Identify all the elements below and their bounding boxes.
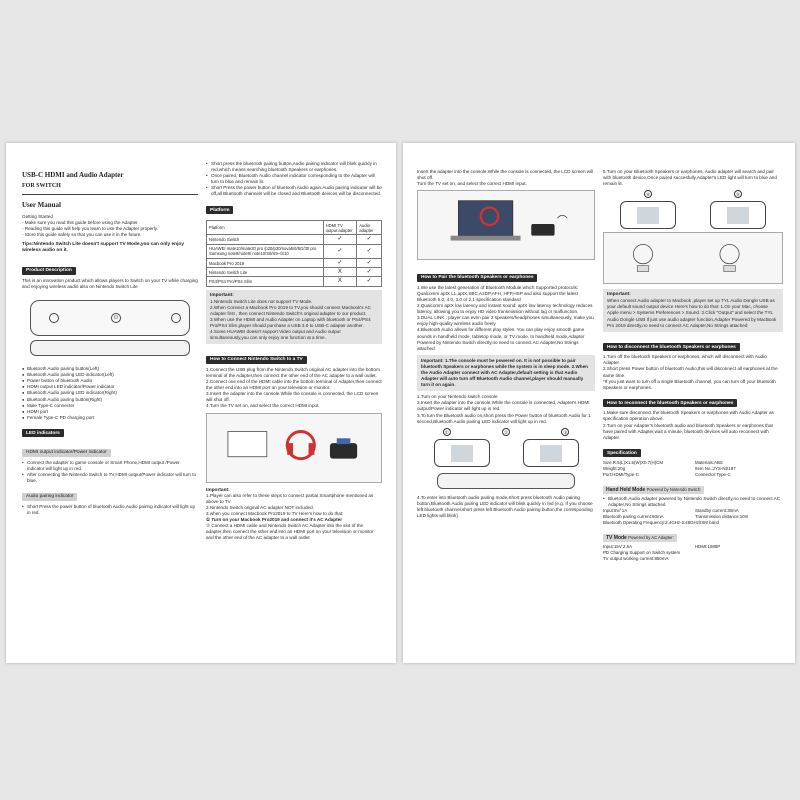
connect-step: 3.Insert the adapter into the console.While the console is connected, the LCD screen will shut off. xyxy=(206,391,379,403)
handheld-spec: Transmission distance:10m xyxy=(695,514,749,520)
tv-headphones-icon xyxy=(207,414,381,482)
component-legend xyxy=(22,366,198,421)
laptop-headphones-icon xyxy=(418,191,594,259)
tv-mode-subtitle: Powered by AC Adapter: xyxy=(628,535,674,541)
tips-text: Tips:Nintendo Switch Lite doesn't support TV Mode,you can only enjoy wireless audio on it. xyxy=(22,242,185,254)
pairing-info-item: • Once paired, Bluetooth Audio channel indicator corresponding to the Adapter will turn to blue and remain lit. xyxy=(206,173,382,185)
right-column-2 xyxy=(603,169,783,655)
spec-item: Connector:Type-C xyxy=(695,472,731,478)
legend-item: ● Bluetooth Audio pairing button(Right) xyxy=(22,397,198,403)
handheld-spec: Input:5V/ 1A xyxy=(603,508,628,514)
getting-started-line: - Store this guide safely so that you can use it in the future. xyxy=(22,232,142,238)
handheld-spec: Bluetooth Operating Frequency:2.4GHz-2.48GHz/ISM band xyxy=(603,520,719,526)
pair-step: 3.To turn the Bluetooth audio on,short press the Power button of bluetooth Audio for 1 second,Bluetooth Audio pairing LED indicator will light up in red. xyxy=(417,412,591,424)
pairing-info-item: • Short Press the power button of bluetooth Audio again,Audio pairing indicator will be off,all Bluetooth channels will be closed and Bluetooth devices will be disconnected. xyxy=(206,185,382,197)
spec-item: Port:HDMI/Type-C xyxy=(603,472,639,478)
switch-console-icon xyxy=(434,439,490,467)
product-description: This is an innovation product which allows players to Switch on your TV while charging and enjoying wireless audio also on Nintendo Switch Lite xyxy=(22,277,198,289)
step-number: ⑤ xyxy=(735,192,741,198)
adapter-small-illustration xyxy=(437,473,575,489)
step-number: ① xyxy=(444,429,449,435)
right-column-1 xyxy=(417,169,595,655)
divider xyxy=(22,194,198,195)
important3-text: When connect Audio adapter to Macbook ,player set up TYL Audio Dongle USB as your default sound output device Here's how to do that: 1.On your Mac, choose Apple menu > Systems Preferences > Sound. 2.Click "Output" and select the TYL Audio Dongle USB If just use audio adapter function,Adapter Powered by MacBook Pro 2019 directly,no need to connect AC Adapter,No Strings attached xyxy=(607,298,777,328)
hdmi-indicator-item: • After connecting the Nintendo Switch to TV,HDMI output/Power indicator will turn to blue. xyxy=(22,472,198,484)
console-illustration-row-2 xyxy=(603,201,783,229)
pair-important-text: Important: 1.The console must be powered on. It is not possible to pair bluetooth Speakers or earphones while the system is in sleep mode. 2.When the Audio Adapter connect with AC Adapter,default setting is that Audio Adapter will auto turn off Bluetooth Audio channel,player should manually turn it on again. xyxy=(421,357,588,388)
platform-cell: ✓ xyxy=(357,277,382,286)
legend-item: ● Power button of bluetooth Audio xyxy=(22,378,198,384)
platform-cell: ✓ xyxy=(357,259,382,268)
step-number: ④ xyxy=(645,192,651,198)
pair-step-5: 5.Turn on your Bluetooth Speakers or earphones, Audio adapter will search and pair with bluetooth device,Once paired succesfully,Adapter's LED light will turn to blue and remain lit. xyxy=(603,169,777,187)
step-number: ③ xyxy=(563,429,568,435)
platform-tag: Platform xyxy=(206,206,233,214)
step-number-row xyxy=(417,428,595,436)
tv-spec: HDMI:1080P xyxy=(695,544,721,550)
important2-item: ② Connect a HDMI cable and Nintendo Switch AC Adapter into the slot of the adapter,then connect the other end into an HDMI port on your television or monitor and the other end of the AC adapter to a wall outlet xyxy=(206,522,374,541)
pair-step: 1.Turn on your Nintendo switch console xyxy=(417,394,498,400)
tv-connection-illustration xyxy=(206,413,382,483)
legend-item: ● HDMI output LED indicator/Power indicator xyxy=(22,384,198,390)
getting-started-line: - Make sure you read this guide before using the Adapter. xyxy=(22,220,139,226)
platform-header: Platform xyxy=(207,221,324,235)
reconnect-item: 2.Turn on your Adapter's bluetooth audio and bluetooth Speakers or earphones that have paired with Adapter,wait a minute, bluetooth devices will auto reconnect with Adapter. xyxy=(603,422,773,440)
important2-item: 3.when you connect Macbook Pro2019 to TV Here's how to do that: xyxy=(206,510,344,516)
reconnect-item: 1.Make sure disconnect the bluetooth Speakers or earphones with Audio Adapter as specification operation above. xyxy=(603,410,774,422)
connect-tv-tag: How to Connect Nintendo Switch to a TV xyxy=(206,356,307,364)
legend-item: ● Bluetooth Audio pairing LED indicator(Left) xyxy=(22,372,198,378)
important-title: Important: xyxy=(210,292,234,298)
macbook-important-box xyxy=(603,289,783,331)
legend-item: ● Bluetooth Audio pairing button(Left) xyxy=(22,366,198,372)
platform-cell: ✓ xyxy=(323,244,357,258)
specification-tag: Specification xyxy=(603,449,641,457)
platform-cell: ✓ xyxy=(357,235,382,244)
legend-item: ● Female Type-C PD charging port xyxy=(22,415,198,421)
platform-cell: ✓ xyxy=(357,244,382,258)
right-manual-page xyxy=(403,143,795,663)
spec-item: Item No.:JYS-NS187 xyxy=(695,466,736,472)
important2-item: ① Turn on your Macbook Pro2019 and connect it's AC Adapter xyxy=(206,516,342,522)
important2-item: 1.Player can also refer to these steps to connect partial Smartphone mentioned as above to TV xyxy=(206,492,374,504)
manual-subtitle: FOR SWITCH xyxy=(22,183,61,189)
switch-console-icon xyxy=(620,201,676,229)
earbuds-illustration xyxy=(603,232,783,284)
switch-console-icon xyxy=(523,439,579,467)
handheld-mode-title: Hand Held Mode xyxy=(606,487,646,494)
step-4-text: Turn the TV set on, and select the correct HDMI input. xyxy=(417,181,527,187)
pair-important-box xyxy=(417,355,595,391)
led-indicators-tag: LED indicators xyxy=(22,429,64,437)
spec-item: Size:R.5(L)X1.5(W)X0.7(H)CM xyxy=(603,460,664,466)
product-description-tag: Product Description xyxy=(22,267,76,275)
console-illustration-row xyxy=(417,439,595,467)
step-number: ② xyxy=(503,429,508,435)
handheld-spec: Standby current:30mA xyxy=(695,508,739,514)
getting-started-line: - Reading this guide will help you learn to use the Adapter properly. xyxy=(22,226,159,232)
disconnect-item: 1.Turn off the bluetooth Speakers or earphones, which will disconnect with Audio Adapter. xyxy=(603,354,767,366)
pairing-button-right-icon xyxy=(171,313,181,323)
getting-started-line: Getting Started xyxy=(22,214,53,219)
reconnect-tag: How to reconnect the bluetooth Speakers or earphones xyxy=(603,399,737,407)
pair-item: 2.Qualcomm aptX low latency and instant sound: aptX low latency technology reduces latency, allowing you to enjoy HD video transmission without lag or malfunction. xyxy=(417,303,593,315)
platform-cell: PS4/PS4 Pro/PS4 Slim xyxy=(207,277,324,286)
important-item: 1.Nintendo Switch Lite does not support TV Mode. xyxy=(210,298,313,304)
important-note-box xyxy=(206,290,382,345)
legend-item: ● Bluetooth Audio pairing LED indicator(Right) xyxy=(22,390,198,396)
handheld-grid xyxy=(603,508,783,526)
tv-grid xyxy=(603,544,783,562)
platform-table xyxy=(206,220,382,287)
adapter-illustration xyxy=(30,300,190,336)
pair-item: 3.DUAL LINK : player can even pair 2 speakers/headphones simultaneously, make you enjoy high-quality wireless audio freely xyxy=(417,315,594,327)
handheld-item: • Bluetooth Audio Adapter powered by Nintendo Switch directly,no need to connect AC Adapter,No Strings attached xyxy=(603,496,783,508)
hdmi-indicator-tag: HDMI output indicator/Power indicator xyxy=(22,449,111,457)
pair-tag: How to Pair the bluetooth Speakers or earphones xyxy=(417,274,537,282)
left-column-1 xyxy=(22,161,198,655)
pair-step-4: 4.To enter into Bluetooth audio pairing mode,Short press bluetooth Audio pairing button,Bluetooth Audio pairing LED indicator will blink quickly in red (e.g. If you choose left bluetooth channel,short press left Bluetooth Audio pairing button,the corresponding LED lights will blink) xyxy=(417,494,593,519)
platform-cell: Macbook Pro 2019 xyxy=(207,259,324,268)
important3-title: Important: xyxy=(607,292,631,298)
connect-step: 4.Turn the TV set on, and select the correct HDMI input. xyxy=(206,403,320,409)
pair-item: 1.We use the latest generation of Bluetooth Module,which Supported protocols: Qualcomm aptX LL,aptX,SBC,A2DP,AFH, HFP,HSP and also support the latest Bluetooth 5.0, 4.0, 3.0 or 2.1 specification standard xyxy=(417,284,579,302)
platform-cell: HUAWEI mate10/mate20 pro /p20/p30/nova5/6/5G/30 pro Samsung note8/note9/ note10/S8/S9~/S10 xyxy=(207,244,324,258)
tv-spec: TV output working current:850mA xyxy=(603,556,669,562)
pairing-button-left-icon xyxy=(49,313,59,323)
important2-item: 2.Nintendo Switch original AC adapter NOT included. xyxy=(206,504,314,510)
important-item: 4.Some HUAWEI doesn't support Video output and Audio output simultaneously,you can only enjoy one function at a time. xyxy=(210,329,341,341)
platform-header: HDMI TV output adapter xyxy=(323,221,357,235)
audio-indicator-tag: Audio pairing indicator xyxy=(22,493,77,501)
legend-item: ● Male Type-C connecter xyxy=(22,403,198,409)
tv-mode-title: TV Mode xyxy=(606,535,627,542)
platform-cell: X xyxy=(323,277,357,286)
user-manual-heading: User Manual xyxy=(22,201,61,209)
disconnect-item: *If you just want to turn off a single Bluetooth channel, you can turn off your bluetooth Speakers or earphones. xyxy=(603,378,776,390)
platform-cell: ✓ xyxy=(323,235,357,244)
platform-cell: ✓ xyxy=(323,259,357,268)
left-manual-page xyxy=(6,143,396,663)
left-column-2 xyxy=(206,161,382,655)
handheld-mode-subtitle: Powered by Nintendo Switch: xyxy=(646,487,702,493)
tv-spec: PD Charging Support on Switch system xyxy=(603,550,681,556)
legend-item: ● HDMI port xyxy=(22,409,198,415)
connect-step: 2.Connect one end of the HDMI cable into the bottom terminal of Adapter,then connect the other end into an HDMI port on your television or monitor. xyxy=(206,379,382,391)
platform-cell: Nintendo Switch xyxy=(207,235,324,244)
important-item: 2.When Connect a Macbook Pro 2019 to TV,you should connect Macbook's AC Adapter first , then connect Nintendo Switch's original adapter to our product. xyxy=(210,304,371,316)
important-item: 3.When use the HDMI and Audio Adapter on Laptop with bluetooth or PS4/PS4 Pro/PS4 Slim,player should purchase a USB 3.0 to USB-C adapter another. xyxy=(210,316,371,329)
step-number-row-2 xyxy=(603,190,783,198)
switch-console-icon xyxy=(710,201,766,229)
platform-header: Audio adapter xyxy=(357,221,382,235)
power-button-icon: ⏻ xyxy=(111,313,121,323)
hdmi-indicator-item: • Connect the adapter to game console or Smart Phone,HDMI output /Power indicator will light up in red. xyxy=(22,460,198,472)
specification-grid xyxy=(603,460,783,478)
audio-indicator-item: • Short Press the power button of bluetooth Audio,Audio pairing indicator will light up in red. xyxy=(22,504,198,516)
platform-cell: ✓ xyxy=(357,268,382,277)
disconnect-item: 2.Short press Power button of bluetooth Audio,this will disconnect all earphones at the same time. xyxy=(603,366,778,378)
manual-title: USB-C HDMI and Audio Adapter xyxy=(22,171,124,179)
pair-item: 4.Bluetooth Audio allows for different play styles. You can play enjoy smooth game sounds in handheld mode, tabletop mode, or TV mode. In handheld mode,Adapter Powered by Nintendo Switch directly,no need to connect AC Adapter,No Strings attached xyxy=(417,327,585,351)
handheld-mode-tag xyxy=(603,486,704,494)
pairing-info-item: • Short press the bluetooth pairing button,Audio pairing indicator will blink quickly in red,which means searching bluetooth Speakers or earphones. xyxy=(206,161,382,173)
pair-step: 2.Insert the adapter into the console.While the console is connected, Adapter's HDMI output/Power indicator will light up in red. xyxy=(417,400,590,412)
handheld-spec: Bluetooth pairing current:60mA xyxy=(603,514,664,520)
step-3-text: Insert the adapter into the console.While the console is connected, the LCD screen will shut off. xyxy=(417,169,594,181)
adapter-side-illustration xyxy=(30,340,190,356)
spec-item: Weight:20g xyxy=(603,466,626,472)
tv-spec: Input:15V 2.6A xyxy=(603,544,633,550)
platform-cell: Nintendo Switch Lite xyxy=(207,268,324,277)
tv-mode-tag xyxy=(603,534,677,542)
laptop-illustration xyxy=(417,190,595,260)
earbuds-icon xyxy=(604,233,782,283)
disconnect-tag: How to disconnect the bluetooth Speakers or earphones xyxy=(603,343,740,351)
important2-title: Important: xyxy=(206,487,230,493)
spec-item: Materials:ABS xyxy=(695,460,723,466)
platform-cell: X xyxy=(323,268,357,277)
connect-step: 1.Connect the USB plug from the Nintendo Switch original AC adapter into the bottom terminal of the Adapter,then connect the other end of the AC adapter to a wall outlet. xyxy=(206,366,380,378)
